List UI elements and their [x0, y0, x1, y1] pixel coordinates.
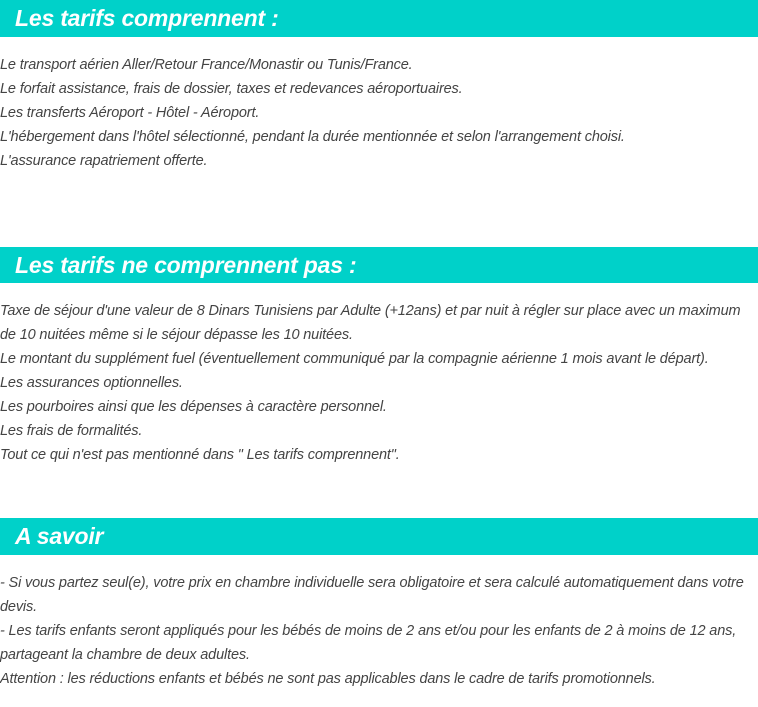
good-to-know-item: - Si vous partez seul(e), votre prix en chambre individuelle sera obligatoire et sera calculé automatiquement dans votre devis. — [0, 575, 744, 615]
not-included-item: Le montant du supplément fuel (éventuellement communiqué par la compagnie aérienne 1 mois avant le départ). — [0, 351, 709, 367]
included-item: L'assurance rapatriement offerte. — [0, 153, 208, 169]
section-not-included — [0, 247, 758, 467]
not-included-item: Les frais de formalités. — [0, 423, 143, 439]
section-included — [0, 0, 758, 173]
included-item: Les transferts Aéroport - Hôtel - Aéroport. — [0, 105, 260, 121]
included-item: Le transport aérien Aller/Retour France/Monastir ou Tunis/France. — [0, 57, 413, 73]
good-to-know-item: - Les tarifs enfants seront appliqués pour les bébés de moins de 2 ans et/ou pour les enfants de 2 à moins de 12 ans, partageant la chambre de deux adultes. — [0, 623, 737, 663]
included-item: Le forfait assistance, frais de dossier, taxes et redevances aéroportuaires. — [0, 81, 463, 97]
section-title-good-to-know: A savoir — [0, 518, 758, 555]
section-body-included — [0, 53, 758, 173]
section-body-good-to-know — [0, 571, 758, 691]
not-included-item: Tout ce qui n'est pas mentionné dans " Les tarifs comprennent". — [0, 447, 400, 463]
section-good-to-know — [0, 518, 758, 691]
good-to-know-item: Attention : les réductions enfants et bébés ne sont pas applicables dans le cadre de tarifs promotionnels. — [0, 671, 656, 687]
not-included-item: Les pourboires ainsi que les dépenses à caractère personnel. — [0, 399, 387, 415]
included-item: L'hébergement dans l'hôtel sélectionné, pendant la durée mentionnée et selon l'arrangement choisi. — [0, 129, 625, 145]
section-body-not-included — [0, 299, 758, 467]
section-title-included: Les tarifs comprennent : — [0, 0, 758, 37]
section-title-not-included: Les tarifs ne comprennent pas : — [0, 247, 758, 283]
not-included-item: Taxe de séjour d'une valeur de 8 Dinars Tunisiens par Adulte (+12ans) et par nuit à régler sur place avec un maximum de 10 nuitées même si le séjour dépasse les 10 nuitées. — [0, 303, 741, 343]
not-included-item: Les assurances optionnelles. — [0, 375, 183, 391]
